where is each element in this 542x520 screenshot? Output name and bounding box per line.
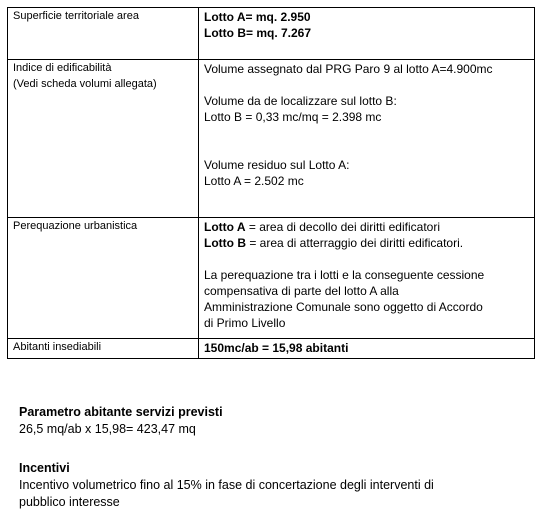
volume-localizzare-value: Lotto B = 0,33 mc/mq = 2.398 mc bbox=[204, 110, 382, 124]
lotto-a-text: = area di decollo dei diritti edificatori bbox=[245, 220, 440, 234]
perequazione-paragraph-line3: Amministrazione Comunale sono oggetto di Accordo bbox=[204, 300, 483, 314]
indice-value bbox=[199, 60, 535, 218]
table-row bbox=[8, 218, 535, 339]
table-row bbox=[8, 339, 535, 359]
incentivi-line2: pubblico interesse bbox=[19, 495, 120, 509]
volume-residuo-title: Volume residuo sul Lotto A: bbox=[204, 158, 350, 172]
abitanti-label: Abitanti insediabili bbox=[8, 339, 199, 359]
indice-label bbox=[8, 60, 199, 218]
superficie-label: Superficie territoriale area bbox=[8, 8, 199, 60]
incentivi-line1: Incentivo volumetrico fino al 15% in fase di concertazione degli interventi di bbox=[19, 478, 434, 492]
superficie-value bbox=[199, 8, 535, 60]
lotto-b-text: = area di atterraggio dei diritti edificatori. bbox=[245, 236, 464, 250]
indice-label-line1: Indice di edificabilità bbox=[13, 62, 112, 74]
lotto-b-area: Lotto B= mq. 7.267 bbox=[204, 26, 312, 40]
perequazione-paragraph-line2: compensativa di parte del lotto A alla bbox=[204, 284, 399, 298]
perequazione-lotto-b bbox=[204, 235, 529, 251]
perequazione-paragraph-line4: di Primo Livello bbox=[204, 316, 286, 330]
incentivi-title: Incentivi bbox=[19, 461, 70, 475]
urban-parameters-table bbox=[7, 7, 535, 359]
volume-assegnato: Volume assegnato dal PRG Paro 9 al lotto A=4.900mc bbox=[204, 62, 493, 76]
lotto-a-area: Lotto A= mq. 2.950 bbox=[204, 10, 311, 24]
abitanti-value: 150mc/ab = 15,98 abitanti bbox=[199, 339, 535, 359]
lotto-a-term: Lotto A bbox=[204, 220, 246, 234]
lotto-b-term: Lotto B bbox=[204, 236, 246, 250]
volume-localizzare-title: Volume da de localizzare sul lotto B: bbox=[204, 94, 397, 108]
perequazione-value bbox=[199, 218, 535, 339]
table-row bbox=[8, 8, 535, 60]
perequazione-label: Perequazione urbanistica bbox=[8, 218, 199, 339]
parametro-value: 26,5 mq/ab x 15,98= 423,47 mq bbox=[19, 422, 196, 436]
indice-label-line2: (Vedi scheda volumi allegata) bbox=[13, 77, 157, 90]
parametro-title: Parametro abitante servizi previsti bbox=[19, 405, 223, 419]
perequazione-lotto-a bbox=[204, 219, 529, 235]
perequazione-paragraph-line1: La perequazione tra i lotti e la conseguente cessione bbox=[204, 268, 485, 282]
table-row bbox=[8, 60, 535, 218]
parametro-section bbox=[19, 404, 223, 438]
volume-residuo-value: Lotto A = 2.502 mc bbox=[204, 174, 304, 188]
incentivi-section bbox=[19, 460, 434, 511]
